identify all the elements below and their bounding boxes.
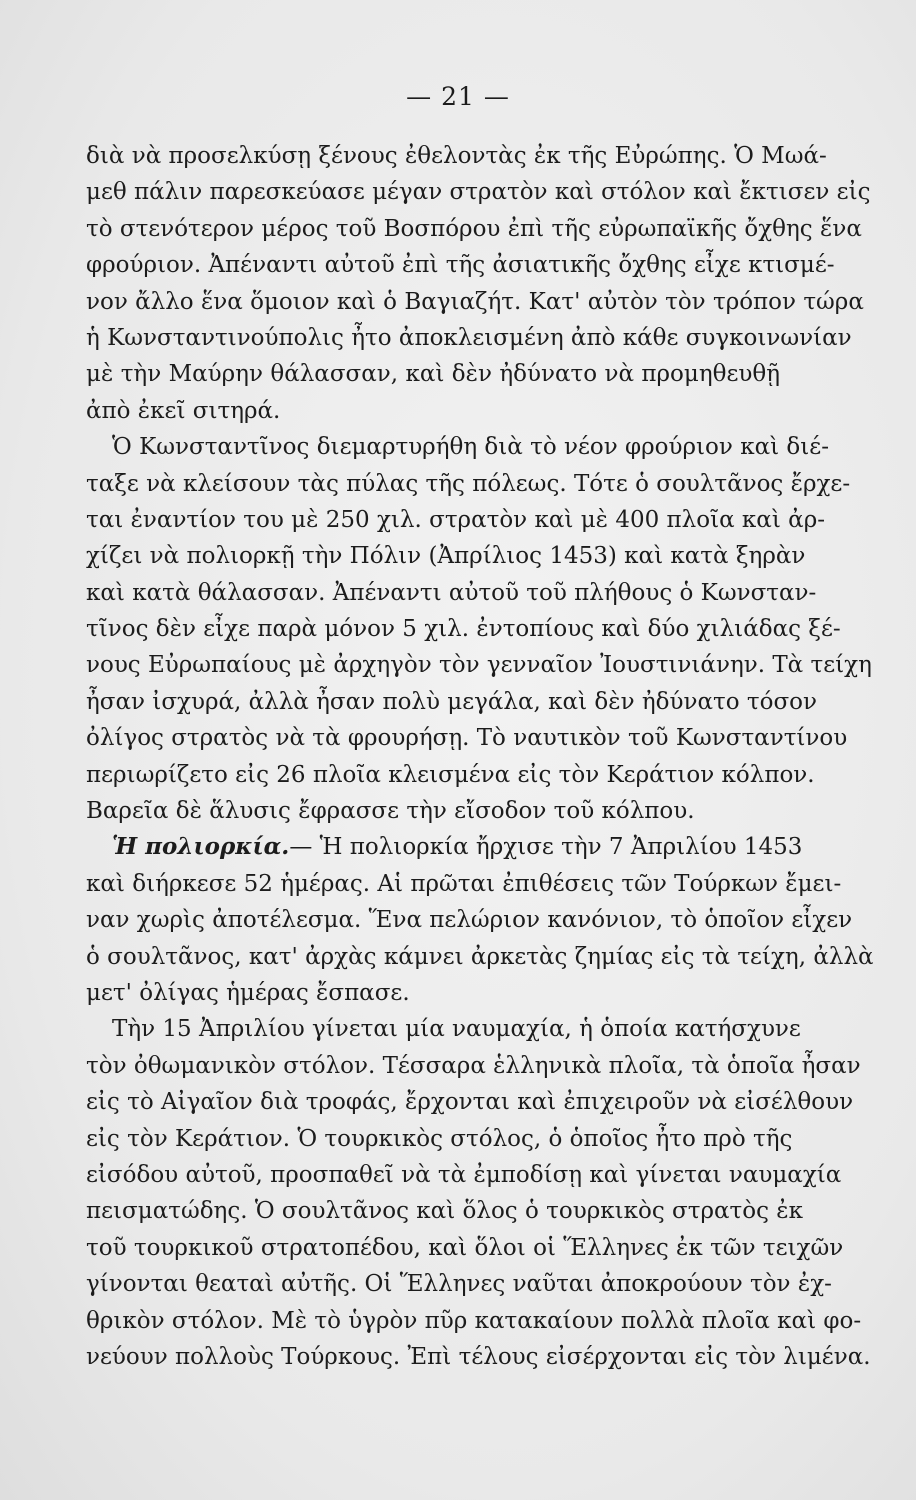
- text-line: θρικὸν στόλον. Μὲ τὸ ὑγρὸν πῦρ κατακαίουν πολλὰ πλοῖα καὶ φο-: [86, 1307, 862, 1334]
- text-line: ται ἐναντίον του μὲ 250 χιλ. στρατὸν καὶ μὲ 400 πλοῖα καὶ ἀρ-: [86, 506, 825, 533]
- body-text: [86, 138, 874, 1375]
- text-line-rest: — Ἡ πολιορκία ἤρχισε τὴν 7 Ἀπριλίου 1453: [289, 834, 803, 861]
- text-line: τῖνος δὲν εἶχε παρὰ μόνον 5 χιλ. ἐντοπίους καὶ δύο χιλιάδας ξέ-: [86, 616, 841, 643]
- page-number: — 21 —: [406, 82, 510, 111]
- text-line: τὸ στενότερον μέρος τοῦ Βοσπόρου ἐπὶ τῆς εὐρωπαϊκῆς ὄχθης ἕνα: [86, 215, 862, 242]
- text-line: εἰς τὸν Κεράτιον. Ὁ τουρκικὸς στόλος, ὁ ὁποῖος ἦτο πρὸ τῆς: [86, 1125, 793, 1152]
- text-line: Τὴν 15 Ἀπριλίου γίνεται μία ναυμαχία, ἡ ὁποία κατήσχυνε: [112, 1016, 801, 1043]
- text-line: μὲ τὴν Μαύρην θάλασσαν, καὶ δὲν ἠδύνατο νὰ προμηθευθῇ: [86, 361, 780, 388]
- text-line: νεύουν πολλοὺς Τούρκους. Ἐπὶ τέλους εἰσέρχονται εἰς τὸν λιμένα.: [86, 1343, 871, 1370]
- section-heading: Ἡ πολιορκία.: [112, 833, 290, 861]
- text-line: ἦσαν ἰσχυρά, ἀλλὰ ἦσαν πολὺ μεγάλα, καὶ δὲν ἠδύνατο τόσον: [86, 688, 817, 715]
- text-line: ὁ σουλτᾶνος, κατ' ἀρχὰς κάμνει ἀρκετὰς ζημίας εἰς τὰ τείχη, ἀλλὰ: [86, 943, 874, 970]
- text-line: ὀλίγος στρατὸς νὰ τὰ φρουρήσῃ. Τὸ ναυτικὸν τοῦ Κωνσταντίνου: [86, 725, 848, 752]
- text-line: Ὁ Κωνσταντῖνος διεμαρτυρήθη διὰ τὸ νέον φρούριον καὶ διέ-: [112, 434, 829, 461]
- text-line: ἡ Κωνσταντινούπολις ἦτο ἀποκλεισμένη ἀπὸ κάθε συγκοινωνίαν: [86, 324, 852, 351]
- text-line: πεισματώδης. Ὁ σουλτᾶνος καὶ ὅλος ὁ τουρκικὸς στρατὸς ἐκ: [86, 1198, 803, 1225]
- text-line: Βαρεῖα δὲ ἅλυσις ἔφρασσε τὴν εἴσοδον τοῦ κόλπου.: [86, 798, 695, 825]
- text-line: νον ἄλλο ἕνα ὅμοιον καὶ ὁ Βαγιαζήτ. Κατ' αὐτὸν τὸν τρόπον τώρα: [86, 288, 864, 315]
- text-line: ναν χωρὶς ἀποτέλεσμα. Ἕνα πελώριον κανόνιον, τὸ ὁποῖον εἶχεν: [86, 907, 853, 934]
- text-line: τὸν ὀθωμανικὸν στόλον. Τέσσαρα ἑλληνικὰ πλοῖα, τὰ ὁποῖα ἦσαν: [86, 1052, 861, 1079]
- text-line: φρούριον. Ἀπέναντι αὐτοῦ ἐπὶ τῆς ἀσιατικῆς ὄχθης εἶχε κτισμέ-: [86, 252, 835, 279]
- text-line: τοῦ τουρκικοῦ στρατοπέδου, καὶ ὅλοι οἱ Ἕλληνες ἐκ τῶν τειχῶν: [86, 1234, 844, 1261]
- text-line: ἀπὸ ἐκεῖ σιτηρά.: [86, 397, 281, 424]
- text-line: μετ' ὀλίγας ἡμέρας ἔσπασε.: [86, 979, 410, 1006]
- text-line: εἰς τὸ Αἰγαῖον διὰ τροφάς, ἔρχονται καὶ ἐπιχειροῦν νὰ εἰσέλθουν: [86, 1089, 854, 1116]
- text-line: εἰσόδου αὐτοῦ, προσπαθεῖ νὰ τὰ ἐμποδίσῃ καὶ γίνεται ναυμαχία: [86, 1161, 842, 1188]
- text-line: ταξε νὰ κλείσουν τὰς πύλας τῆς πόλεως. Τότε ὁ σουλτᾶνος ἔρχε-: [86, 470, 851, 497]
- text-line: μεθ πάλιν παρεσκεύασε μέγαν στρατὸν καὶ στόλον καὶ ἔκτισεν εἰς: [86, 179, 871, 206]
- text-line: γίνονται θεαταὶ αὐτῆς. Οἱ Ἕλληνες ναῦται ἀποκρούουν τὸν ἐχ-: [86, 1271, 832, 1298]
- text-line: νους Εὐρωπαίους μὲ ἀρχηγὸν τὸν γενναῖον Ἰουστινιάνην. Τὰ τείχη: [86, 652, 872, 679]
- text-line: χίζει νὰ πολιορκῇ τὴν Πόλιν (Ἀπρίλιος 1453) καὶ κατὰ ξηρὰν: [86, 543, 806, 570]
- text-line: [86, 829, 803, 865]
- text-line: διὰ νὰ προσελκύσῃ ξένους ἐθελοντὰς ἐκ τῆς Εὐρώπης. Ὁ Μωά-: [86, 143, 827, 169]
- text-line: καὶ κατὰ θάλασσαν. Ἀπέναντι αὐτοῦ τοῦ πλήθους ὁ Κωνσταν-: [86, 579, 817, 606]
- text-line: περιωρίζετο εἰς 26 πλοῖα κλεισμένα εἰς τὸν Κεράτιον κόλπον.: [86, 761, 815, 788]
- text-line: καὶ διήρκεσε 52 ἡμέρας. Αἱ πρῶται ἐπιθέσεις τῶν Τούρκων ἔμει-: [86, 870, 842, 897]
